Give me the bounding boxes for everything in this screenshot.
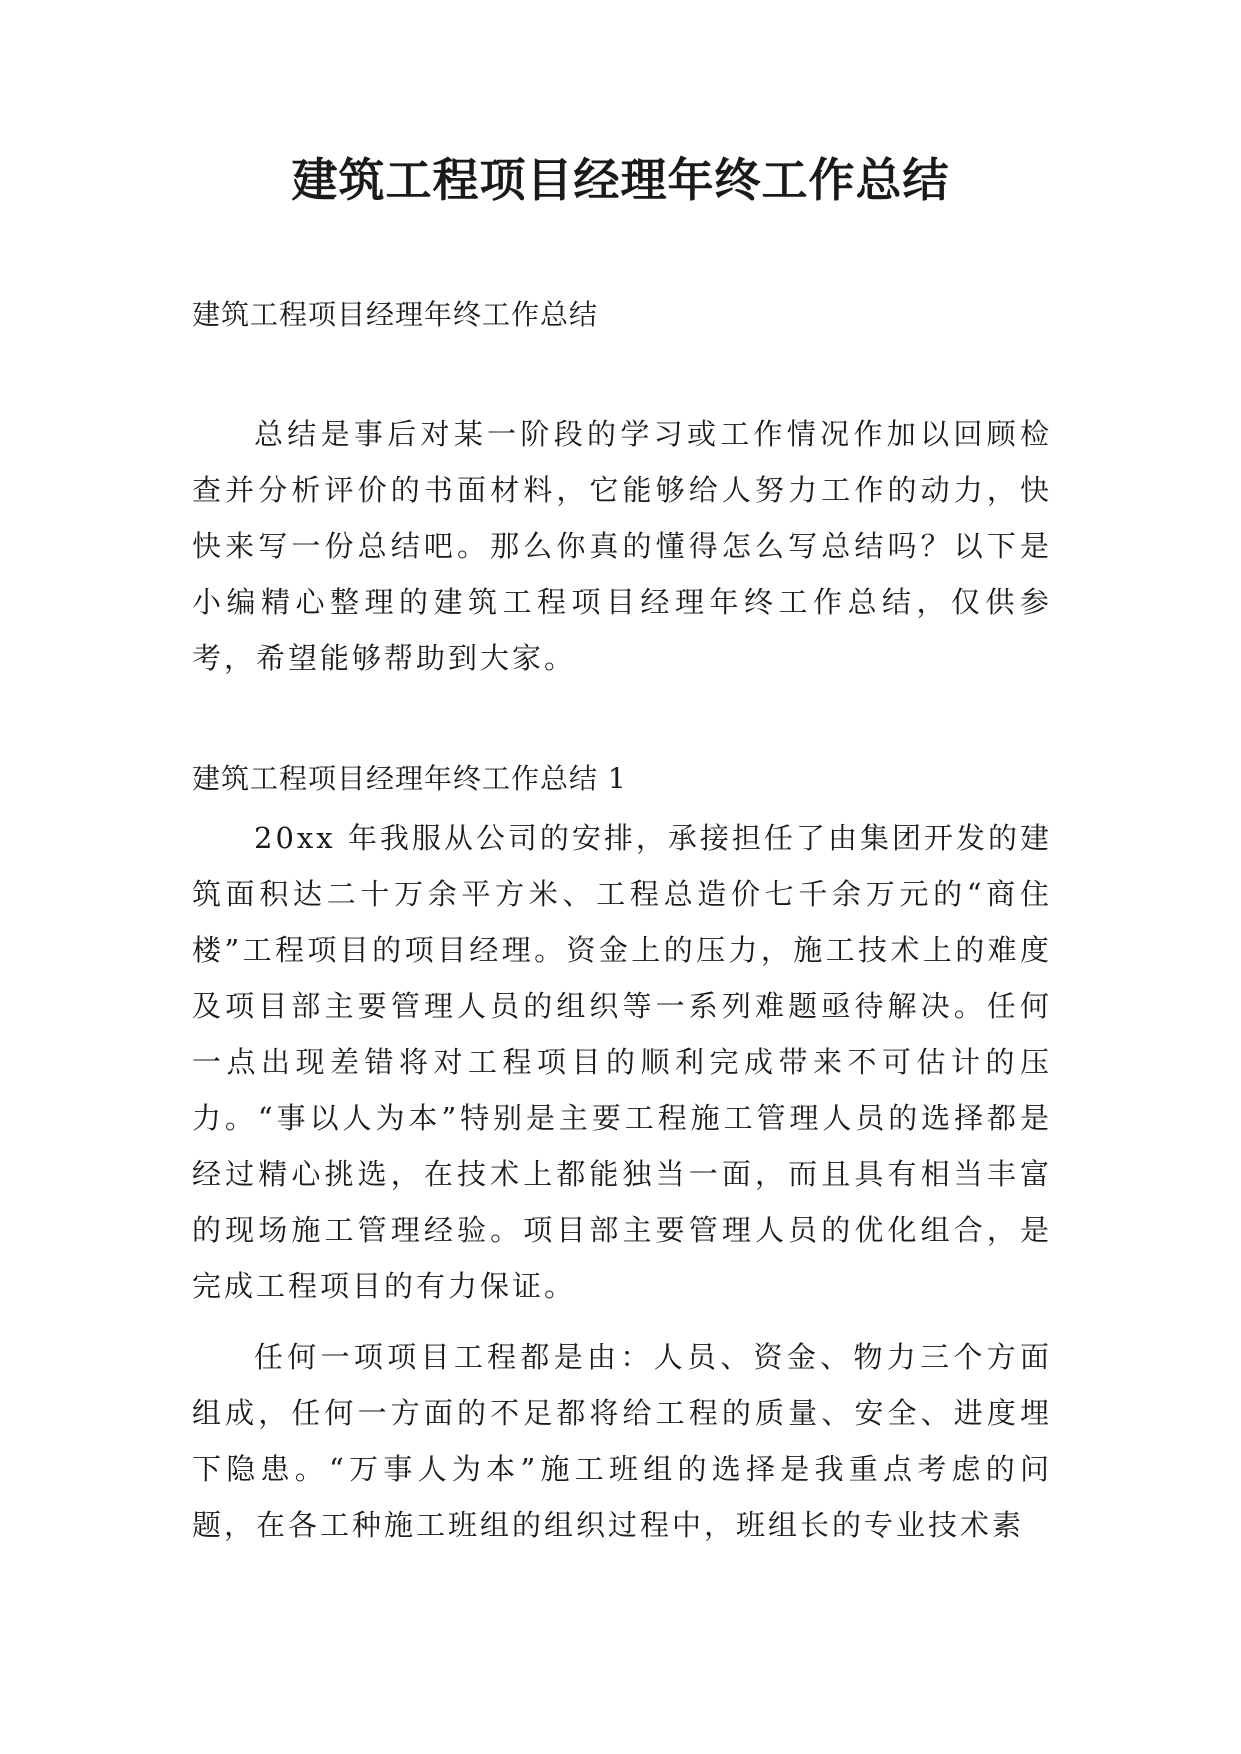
page-title: 建筑工程项目经理年终工作总结 (291, 153, 950, 207)
body-paragraph-2: 任何一项项目工程都是由：人员、资金、物力三个方面组成，任何一方面的不足都将给工程的质量、安全、进度埋下隐患。“万事人为本”施工班组的选择是我重点考虑的问题，在各工种施工班组的组织过程中，班组长的专业技术素 (192, 1340, 1052, 1542)
body-paragraph-1: 20xx 年我服从公司的安排，承接担任了由集团开发的建筑面积达二十万余平方米、工程总造价七千余万元的“商住楼”工程项目的项目经理。资金上的压力，施工技术上的难度及项目部主要管理人员的组织等一系列难题亟待解决。任何一点出现差错将对工程项目的顺利完成带来不可估计的压力。“事以人为本”特别是主要工程施工管理人员的选择都是经过精心挑选，在技术上都能独当一面，而且具有相当丰富的现场施工管理经验。项目部主要管理人员的优化组合，是完成工程项目的有力保证。 (192, 821, 1052, 1303)
intro-paragraph: 总结是事后对某一阶段的学习或工作情况作加以回顾检查并分析评价的书面材料，它能够给人努力工作的动力，快快来写一份总结吧。那么你真的懂得怎么写总结吗？以下是小编精心整理的建筑工程项目经理年终工作总结，仅供参考，希望能够帮助到大家。 (192, 417, 1052, 675)
section-heading: 建筑工程项目经理年终工作总结 1 (192, 762, 627, 795)
document-subtitle: 建筑工程项目经理年终工作总结 (192, 298, 599, 331)
